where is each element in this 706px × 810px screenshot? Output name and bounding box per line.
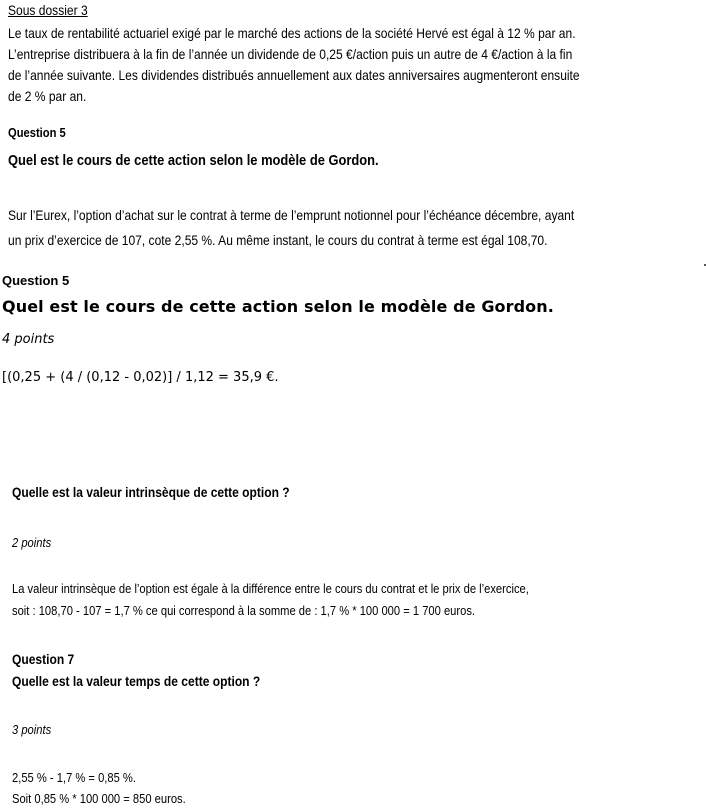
question-text: Quelle est la valeur intrinsèque de cette option ?	[12, 484, 290, 500]
answer-line: soit : 108,70 - 107 = 1,7 % ce qui correspond à la somme de : 1,7 % * 100 000 = 1 700 euros.	[12, 603, 476, 618]
points-label-4: 4 points	[2, 332, 55, 347]
intro-line: L’entreprise distribuera à la fin de l’année un dividende de 0,25 €/action puis un autre de 4 €/action à la fin	[8, 46, 573, 62]
answer-line: 2,55 % - 1,7 % = 0,85 %.	[12, 770, 136, 785]
question-gordon-heading-2: Quel est le cours de cette action selon le modèle de Gordon.	[2, 297, 554, 316]
answer-line: Soit 0,85 % * 100 000 = 850 euros.	[12, 791, 186, 806]
time-value-answer	[12, 767, 214, 809]
question-time-value	[12, 673, 301, 689]
intro-line: de 2 % par an.	[8, 88, 87, 104]
points-label-2: 2 points	[12, 535, 52, 550]
question-7-label: Question 7	[12, 651, 75, 667]
intro-paragraph	[8, 23, 673, 107]
question-gordon-heading	[8, 152, 439, 169]
eurex-paragraph	[8, 203, 666, 253]
question-intrinsic-value	[12, 484, 335, 500]
intro-line: Le taux de rentabilité actuariel exigé par le marché des actions de la société Hervé est égal à 12 % par an.	[8, 25, 576, 41]
question-text: Quelle est la valeur temps de cette option ?	[12, 673, 261, 689]
gordon-formula: [(0,25 + (4 / (0,12 - 0,02)] / 1,12 = 35,9 €.	[2, 370, 279, 385]
question-text: Quel est le cours de cette action selon le modèle de Gordon.	[8, 152, 379, 169]
answer-line: La valeur intrinsèque de l’option est égale à la différence entre le cours du contrat et le prix de l’exercice,	[12, 581, 529, 596]
eurex-line: un prix d’exercice de 107, cote 2,55 %. Au même instant, le cours du contrat à terme est égal 108,70.	[8, 232, 548, 248]
points-label-3: 3 points	[12, 722, 52, 737]
intrinsic-value-answer	[12, 578, 613, 622]
clipped-question-heading: Question 5	[8, 125, 66, 140]
eurex-line: Sur l’Eurex, l’option d’achat sur le contrat à terme de l’emprunt notionnel pour l’échéance décembre, ayant	[8, 207, 575, 223]
intro-line: de l’année suivante. Les dividendes distribués annuellement aux dates anniversaires augmenteront ensuite	[8, 67, 580, 83]
clipped-question-heading-2: Question 5	[2, 273, 70, 288]
sous-dossier-title: Sous dossier 3	[8, 2, 88, 18]
